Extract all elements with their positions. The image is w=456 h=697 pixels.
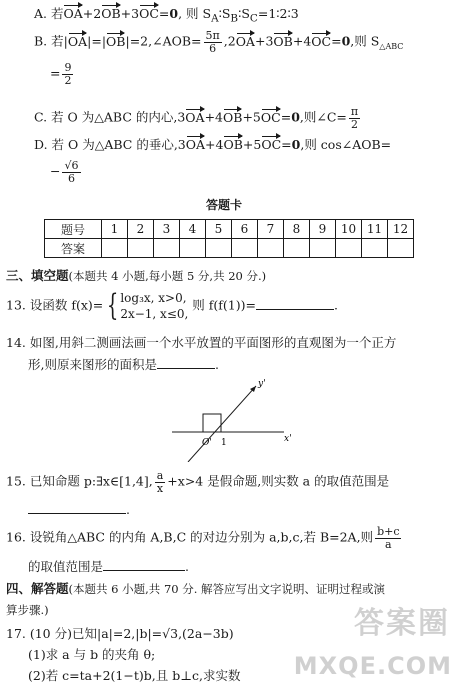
row-header-answer: 答案 [45, 239, 102, 258]
q13-answer-blank[interactable] [256, 309, 334, 310]
question-14-line2: 形,则原来图形的面积是 . [28, 357, 219, 372]
question-16: 16. 设锐角△ABC 的内角 A,B,C 的对边分别为 a,b,c,若 B=2A,则 $\frac{b+c}{a}$ [6, 525, 400, 551]
y-axis [188, 386, 256, 462]
question-13: 13. 设函数 f(x)= { log₃x, x>0, 2x−1, x≤0, 则 f(f(1))= . [6, 288, 338, 324]
q15-answer-blank[interactable] [28, 513, 126, 514]
vector-ob: OB [101, 6, 121, 21]
square-shape [203, 414, 221, 432]
row-header-number: 题号 [45, 220, 102, 239]
watermark-logo-bottom: MXQE.COM [293, 652, 452, 680]
answer-card-table [44, 219, 414, 258]
question-16-line2: 的取值范围是 . [28, 559, 189, 574]
option-b-result: = $\frac{9}{2}$ [50, 61, 72, 87]
question-14-line1: 14. 如图,用斜二测画法画一个水平放置的平面图形的直观图为一个正方 [6, 335, 397, 350]
question-17: 17. (10 分)已知|a|=2,|b|=√3,(2a−3b) [6, 626, 234, 641]
option-d: D. 若 O 为△ABC 的垂心,3OA+4OB+5OC=0,则 cos∠AOB= [34, 137, 392, 152]
section-3-heading: 三、填空题(本题共 4 小题,每小题 5 分,共 20 分.) [6, 268, 267, 283]
x-axis-label: x' [284, 434, 292, 444]
answer-card-number-row: 题号 1 2 3 4 5 6 7 8 9 10 11 12 [45, 220, 414, 239]
option-d-result: − $\frac{√6}{6}$ [50, 159, 79, 185]
question-15: 15. 已知命题 p:∃x∈[1,4], $\frac{a}{x}$ +x>4 是假命题,则实数 a 的取值范围是 [6, 469, 390, 495]
origin-label: O' [202, 438, 212, 448]
vector-oc: OC [139, 6, 159, 21]
q14-answer-blank[interactable] [157, 368, 215, 369]
watermark-logo-top: 答案圈 [354, 606, 450, 641]
angle-fraction: $\frac{5\pi}{6}$ [205, 29, 220, 55]
unit-label: 1 [221, 438, 227, 448]
q16-answer-blank[interactable] [103, 570, 185, 571]
answer-card-title: 答题卡 [206, 198, 243, 212]
option-c: C. 若 O 为△ABC 的内心,3OA+4OB+5OC=0,则∠C= $\frac{\pi}{2}$ [34, 105, 359, 131]
option-b: B. 若|OA|=|OB|=2,∠AOB= $\frac{5\pi}{6}$ ,2OA+3OB+4OC=0,则 $S_{\triangle ABC}$ [34, 29, 404, 55]
question-17-part2: (2)若 c=ta+2(1−t)b,且 b⊥c,求实数 [28, 668, 241, 683]
vector-oa: OA [63, 6, 83, 21]
section-4-heading-cont: 算步骤.) [6, 603, 49, 617]
oblique-drawing-figure [160, 376, 300, 462]
question-15-blank-line: . [28, 502, 130, 518]
y-axis-label: y' [258, 379, 266, 389]
answer-card-answer-row [45, 239, 414, 258]
question-17-part1: (1)求 a 与 b 的夹角 θ; [28, 647, 156, 662]
section-4-heading: 四、解答题(本题共 6 小题,共 70 分. 解答应写出文字说明、证明过程或演 [6, 581, 386, 596]
option-a: A. 若OA+2OB+3OC=0, 则 $S_A∶S_B∶S_C=1∶2∶3$ [34, 6, 299, 25]
